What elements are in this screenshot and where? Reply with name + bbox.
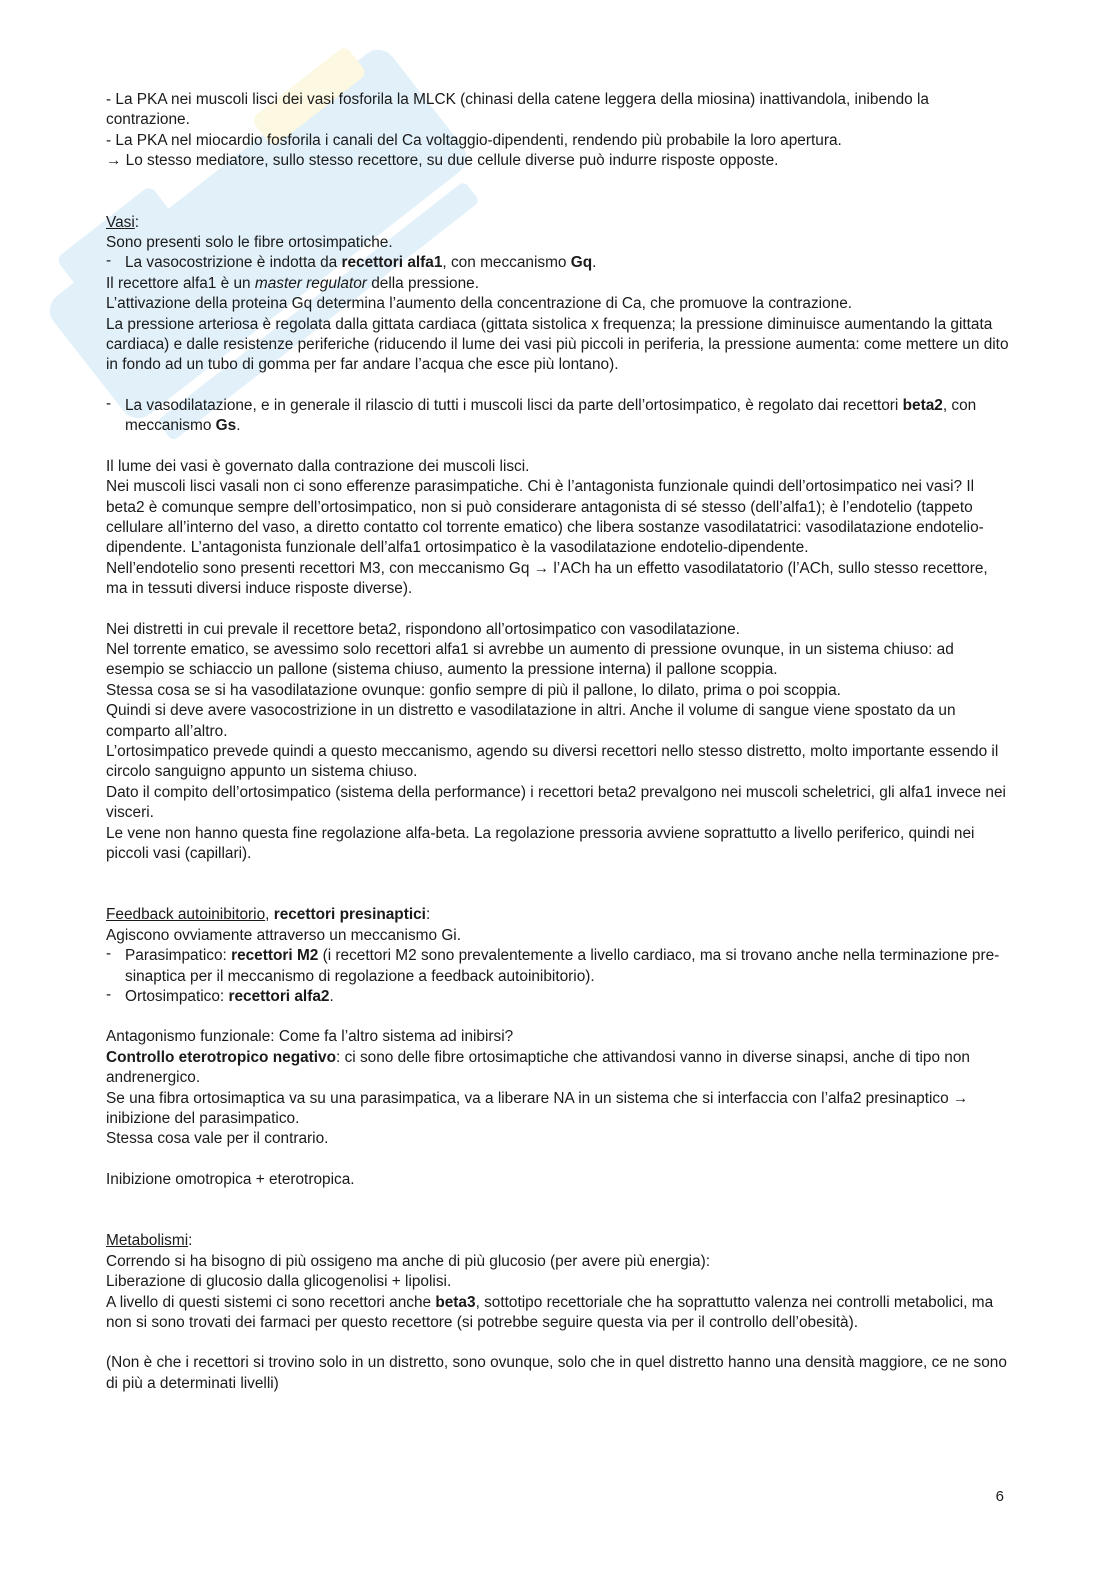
- paragraph: Nei muscoli lisci vasali non ci sono efferenze parasimpatiche. Chi è l’antagonista funzionale quindi dell’ortosimpatico nei vasi? Il beta2 è comunque sempre dell’ortosimpatico, non si può considerare antagonista di sé stesso (dell’alfa1); è l’endotelio (tappeto cellulare all’interno del vaso, a diretto contatto col torrente ematico) che libera sostanze vasodilatatrici: vasodilatazione endotelio-dipendente. L’antagonista funzionale dell’alfa1 ortosimpatico è la vasodilatazione endotelio-dipendente.: [106, 478, 984, 557]
- paragraph: Controllo eterotropico negativo: ci sono delle fibre ortosimaptiche che attivandosi vanno in diverse sinapsi, anche di tipo non andrenergico.: [106, 1048, 970, 1087]
- paragraph: Antagonismo funzionale: Come fa l’altro sistema ad inibirsi?: [106, 1028, 514, 1046]
- section-heading-vasi: Vasi:: [106, 213, 140, 231]
- paragraph: → Lo stesso mediatore, sullo stesso recettore, su due cellule diverse può indurre risposte opposte.: [106, 152, 779, 170]
- paragraph: (Non è che i recettori si trovino solo in un distretto, sono ovunque, solo che in quel distretto hanno una densità maggiore, ce ne sono di più a determinati livelli): [106, 1354, 1007, 1392]
- paragraph: L’attivazione della proteina Gq determina l’aumento della concentrazione di Ca, che promuove la contrazione.: [106, 295, 853, 313]
- paragraph: Quindi si deve avere vasocostrizione in un distretto e vasodilatazione in altri. Anche il volume di sangue viene spostato da un comparto all’altro.: [106, 702, 956, 740]
- dash-item: - La vasocostrizione è indotta da recettori alfa1, con meccanismo Gq.: [106, 252, 597, 272]
- paragraph: Il lume dei vasi è governato dalla contrazione dei muscoli lisci.: [106, 457, 530, 475]
- paragraph: Se una fibra ortosimaptica va su una parasimpatica, va a liberare NA in un sistema che si interfaccia con l’alfa2 presinaptico → inibizione del parasimpatico.: [106, 1089, 969, 1128]
- dash-item: - Ortosimpatico: recettori alfa2.: [106, 986, 334, 1006]
- dash-item: - La vasodilatazione, e in generale il rilascio di tutti i muscoli lisci da parte dell’ortosimpatico, è regolato dai recettori beta2, con meccanismo Gs.: [106, 394, 977, 435]
- section-heading-metabolismi: Metabolismi:: [106, 1232, 193, 1250]
- paragraph: Stessa cosa vale per il contrario.: [106, 1130, 329, 1148]
- dash-marker: -: [106, 945, 112, 963]
- dash-marker: -: [106, 986, 112, 1004]
- paragraph: L’ortosimpatico prevede quindi a questo meccanismo, agendo su diversi recettori nello stesso distretto, molto importante essendo il circolo sanguigno appunto un sistema chiuso.: [106, 742, 999, 781]
- paragraph: Dato il compito dell’ortosimpatico (sistema della performance) i recettori beta2 prevalgono nei muscoli scheletrici, gli alfa1 invece nei visceri.: [106, 783, 1006, 822]
- paragraph: Nei distretti in cui prevale il recettore beta2, rispondono all’ortosimpatico con vasodilatazione.: [106, 620, 740, 638]
- paragraph: - La PKA nel miocardio fosforila i canali del Ca voltaggio-dipendenti, rendendo più probabile la loro apertura.: [106, 131, 842, 149]
- paragraph: A livello di questi sistemi ci sono recettori anche beta3, sottotipo recettoriale che ha soprattutto valenza nei controlli metabolici, ma non si sono trovati dei farmaci per questo recettore (si potrebbe seguire questa via per il controllo dell’obesità).: [106, 1293, 994, 1331]
- document-page: [106, 90, 1010, 1394]
- paragraph: Correndo si ha bisogno di più ossigeno ma anche di più glucosio (per avere più energia):: [106, 1252, 711, 1270]
- paragraph: Liberazione di glucosio dalla glicogenolisi + lipolisi.: [106, 1273, 452, 1291]
- paragraph: Il recettore alfa1 è un master regulator della pressione.: [106, 274, 480, 292]
- paragraph: Agiscono ovviamente attraverso un meccanismo Gi.: [106, 926, 461, 944]
- paragraph: Inibizione omotropica + eterotropica.: [106, 1170, 355, 1188]
- dash-item: - Parasimpatico: recettori M2 (i recettori M2 sono prevalentemente a livello cardiaco, ma si trovano anche nella terminazione pre-sinaptica per il meccanismo di regolazione a feedback autoinibitorio).: [106, 945, 1000, 985]
- paragraph: Nell’endotelio sono presenti recettori M3, con meccanismo Gq → l’ACh ha un effetto vasodilatatorio (l’ACh, sullo stesso recettore, ma in tessuti diversi induce risposte diverse).: [106, 559, 988, 598]
- heading-text: Feedback autoinibitorio: [106, 906, 266, 924]
- paragraph: Nel torrente ematico, se avessimo solo recettori alfa1 si avrebbe un aumento di pressione ovunque, in un sistema chiuso: ad esempio se schiaccio un pallone (sistema chiuso, aumento la pressione interna) il pallone scoppia.: [106, 640, 954, 679]
- dash-marker: -: [106, 252, 112, 270]
- paragraph: - La PKA nei muscoli lisci dei vasi fosforila la MLCK (chinasi della catene leggera della miosina) inattivandola, inibendo la contrazione.: [106, 91, 929, 129]
- heading-text: Metabolismi: [106, 1232, 189, 1250]
- paragraph: Sono presenti solo le fibre ortosimpatiche.: [106, 234, 393, 252]
- heading-text: Vasi: [106, 213, 135, 231]
- section-heading-feedback: Feedback autoinibitorio, recettori presinaptici:: [106, 906, 431, 924]
- paragraph: La pressione arteriosa è regolata dalla gittata cardiaca (gittata sistolica x frequenza; la pressione diminuisce aumentando la gittata cardiaca) e dalle resistenze periferiche (riducendo il lume dei vasi più piccoli in periferia, la pressione aumenta: come mettere un dito in fondo ad un tubo di gomma per far andare l’acqua che esce più lontano).: [106, 315, 1009, 374]
- paragraph: Stessa cosa se si ha vasodilatazione ovunque: gonfio sempre di più il pallone, lo dilato, prima o poi scoppia.: [106, 681, 841, 699]
- page-number: 6: [995, 1488, 1004, 1505]
- paragraph: Le vene non hanno questa fine regolazione alfa-beta. La regolazione pressoria avviene soprattutto a livello periferico, quindi nei piccoli vasi (capillari).: [106, 824, 975, 862]
- dash-marker: -: [106, 394, 112, 412]
